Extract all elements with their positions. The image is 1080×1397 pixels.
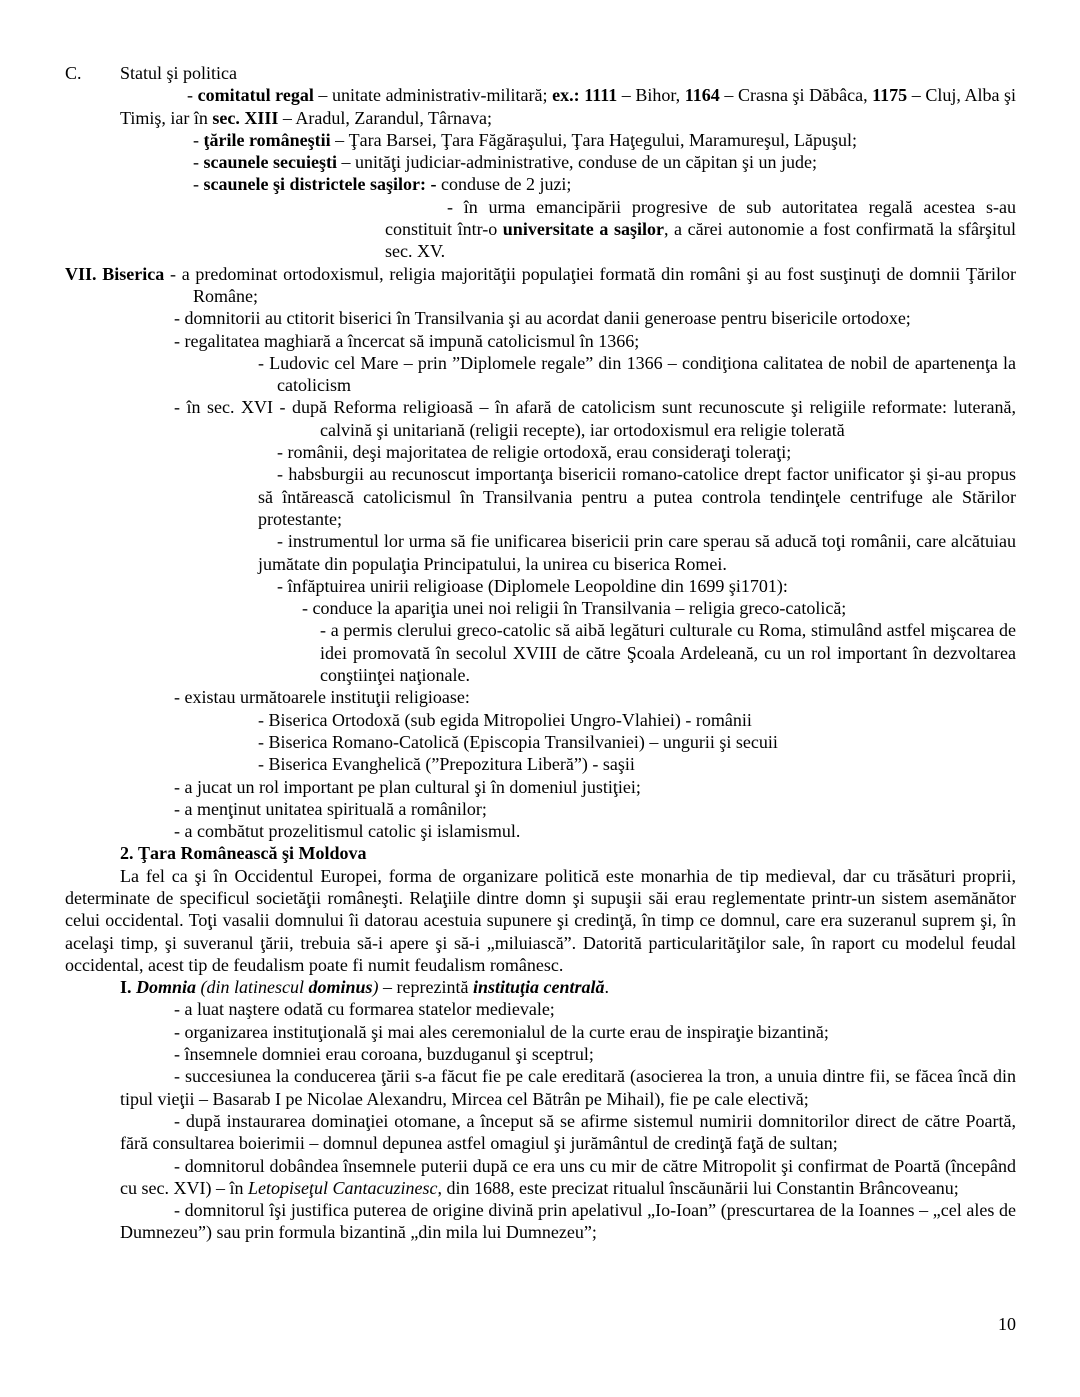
text-run: - în urma emancipării progresive de sub autoritatea regală acestea s-au constituit într-o [385, 196, 1016, 240]
text-run: conduse de 2 juzi; [436, 174, 572, 195]
item-regalitatea-maghiara [174, 330, 1016, 352]
text-run: - Ludovic cel Mare – prin ”Diplomele regale” din 1366 – condiţiona calitatea de nobil de apartenenţa la catolicism [258, 352, 1016, 396]
text-run: - organizarea instituţională şi mai ales ceremonialul de la curte erau de inspiraţie bizantină; [174, 1021, 829, 1042]
text-run: - a menţinut unitatea spirituală a românilor; [174, 798, 487, 819]
text-run: - însemnele domniei erau coroana, buzduganul şi sceptrul; [174, 1044, 594, 1065]
section-heading-tara-romaneasca-si-moldova [120, 842, 1016, 864]
text-run: - a combătut prozelitismul catolic şi islamismul. [174, 821, 521, 842]
item-insemnele-puterii [120, 1155, 1016, 1200]
item-biserica-evanghelica [258, 753, 1016, 775]
text-run: Statul şi politica [120, 63, 237, 83]
text-run: Letopiseţul Cantacuzinesc [247, 1177, 438, 1198]
item-habsburgii [258, 463, 1016, 530]
text-run: - a predominat ortodoxismul, religia majorităţii populaţiei formată din români şi au fost susţinuţi de domnii Ţărilor Române; [164, 263, 1016, 306]
item-institutii-religioase [174, 686, 1016, 708]
text-run: Domnia [136, 977, 201, 998]
item-organizarea-institutionala [174, 1021, 1016, 1043]
text-run: - regalitatea maghiară a încercat să impună catolicismul în 1366; [174, 330, 640, 351]
item-ludovic-cel-mare [258, 352, 1016, 397]
text-run: . [604, 977, 610, 998]
list-marker: C. [65, 63, 82, 83]
text-run: La fel ca şi în Occidentul Europei, forma de organizare politică este monarhia de tip medieval, dar cu trăsături proprii, determinate de specificul societăţii româneşti. Relaţiile dintre domn şi supuşii săi erau reglementate printr-un sistem asemănător celui occidental. Toţi vasalii domnului îi datorau acestuia supunere şi credinţă, în timp ce domnul, care era suzeranul suprem şi, în acelaşi timp, şi suveranul ţării, trebuia să-i apere şi să-i „miluiască”. Datorită particularităţilor sale, în raport cu modelul feudal occidental, acest tip de feudalism poate fi numit feudalism românesc. [65, 865, 1016, 975]
item-unitate-spirituala [174, 798, 1016, 820]
text-run: - după instaurarea dominaţiei otomane, a început să se afirme sistemul numirii domnitorilor direct de către Poartă, fără consultarea boierimii – domnul depunea astfel omagiul şi jurământul de credinţă faţă de sultan; [120, 1110, 1016, 1154]
text-run: - românii, deşi majoritatea de religie ortodoxă, erau consideraţi toleraţi; [277, 442, 792, 463]
text-run: - [187, 85, 198, 106]
text-run: - [193, 129, 204, 150]
item-comitatul-regal [120, 84, 1016, 129]
text-run: – unităţi judiciar-administrative, conduse de un căpitan şi un jude; [336, 152, 817, 173]
item-succesiunea [120, 1065, 1016, 1110]
item-biserica-ortodoxa [258, 709, 1016, 731]
text-run: scaunele şi districtele saşilor: - [203, 174, 437, 195]
text-run: , a cărei autonomie a fost confirmată la sfârşitul sec. XV. [385, 219, 1016, 262]
section-heading-statul-si-politica [65, 62, 1016, 84]
text-run: , din 1688, este precizat ritualul înscăunării lui Constantin Brâncoveanu; [437, 1177, 959, 1198]
item-romanii-tolerati [277, 441, 1016, 463]
text-run: - în sec. XVI - după Reforma religioasă – în afară de catolicism sunt recunoscute şi religiile reformate: luterană, calvină şi unitariană (religii recepte), iar ortodoxismul era religie tolerată [174, 397, 1016, 440]
item-religia-greco-catolica [302, 597, 1016, 619]
section-heading-domnia [120, 976, 1016, 998]
item-cler-greco-catolic [320, 619, 1016, 686]
text-run: - înfăptuirea unirii religioase (Diplomele Leopoldine din 1699 şi1701): [277, 575, 788, 596]
text-run: VII. Biserica [65, 263, 165, 284]
item-luat-nastere [174, 998, 1016, 1020]
text-run: ţările româneştii [203, 129, 331, 150]
item-rol-cultural [174, 776, 1016, 798]
item-dominatia-otomana [120, 1110, 1016, 1155]
text-run: ex.: [552, 85, 580, 106]
item-combatut-prozelitismul [174, 820, 1016, 842]
item-scaunele-secuiesti [193, 151, 1016, 173]
paragraph-feudalism-romanesc [65, 865, 1016, 976]
item-infaptuirea-unirii [277, 575, 1016, 597]
text-run: 1164 [684, 85, 720, 106]
text-run: scaunele secuieşti [203, 152, 337, 173]
text-run: 2. Ţara Românească şi Moldova [120, 843, 367, 864]
text-run: universitate a saşilor [502, 219, 664, 240]
text-run: - habsburgii au recunoscut importanţa bisericii romano-catolice drept factor unificator şi şi-au propus să întărească catolicismul în Transilvania pentru a putea controla tendinţele centrifuge ale Stărilor protestante; [258, 464, 1016, 529]
text-run: - [193, 152, 204, 173]
text-run: – Cluj, Alba şi Timiş, iar în [120, 85, 1017, 128]
page-number: 10 [998, 1313, 1016, 1334]
text-run: sec. XIII [212, 107, 279, 128]
item-reforma-religioasa [174, 396, 1016, 441]
text-run: - a permis clerului greco-catolic să aibă legături culturale cu Roma, stimulând astfel mişcarea de idei promovată în secolul XVIII de către Şcoala Ardeleană, cu un rol important în dezvoltarea conştiinţei naţionale. [320, 620, 1016, 686]
text-run: 1111 [584, 85, 618, 106]
text-run: – reprezintă [378, 977, 473, 998]
text-run: instituţia centrală [473, 977, 605, 998]
section-heading-biserica [65, 263, 1016, 308]
text-run: - conduce la apariţia unei noi religii în Transilvania – religia greco-catolică; [302, 598, 847, 619]
item-biserica-romano-catolica [258, 731, 1016, 753]
text-run: – Ţara Barsei, Ţara Făgăraşului, Ţara Haţegului, Maramureşul, Lăpuşul; [330, 129, 857, 150]
text-run: - a jucat un rol important pe plan cultural şi în domeniul justiţiei; [174, 776, 641, 797]
item-scaunele-si-districtele [193, 173, 1016, 195]
item-tarile-romanesti [193, 129, 1016, 151]
text-run: 1175 [872, 85, 908, 106]
text-run: – unitate administrativ-militară; [313, 85, 553, 106]
item-domnitorii-ctitorit [174, 307, 1016, 329]
text-run: – Crasna şi Dăbâca, [719, 85, 873, 106]
text-run: - instrumentul lor urma să fie unificarea bisericii prin care sperau să aducă toţi românii, care alcătuiau jumătate din populaţia Principatului, la unirea cu biserica Romei. [258, 531, 1016, 574]
text-run: dominus [308, 977, 373, 998]
text-run: ) [372, 977, 379, 998]
item-origine-divina [120, 1199, 1016, 1244]
item-insemnele-domniei [174, 1043, 1016, 1065]
text-run: - domnitorul dobândea însemnele puterii după ce era uns cu mir de către Mitropolit şi confirmat de Poartă (începând cu sec. XVI) – în [120, 1155, 1016, 1198]
text-run: (din latinescul [200, 977, 309, 998]
text-run: – Aradul, Zarandul, Târnava; [278, 107, 492, 128]
text-run: - domnitorii au ctitorit biserici în Transilvania şi au acordat danii generoase pentru bisericile ortodoxe; [174, 308, 911, 329]
item-universitate-sasilor [385, 196, 1016, 263]
text-run: - Biserica Evanghelică (”Prepozitura Liberă”) - saşii [258, 754, 635, 775]
item-instrumentul-unificarea [258, 530, 1016, 575]
text-run: - Biserica Romano-Catolică (Episcopia Transilvaniei) – ungurii şi secuii [258, 731, 778, 752]
text-run: - Biserica Ortodoxă (sub egida Mitropoliei Ungro-Vlahiei) - românii [258, 709, 752, 730]
text-run: – Bihor, [617, 85, 685, 106]
text-run: - succesiunea la conducerea ţării s-a făcut fie pe cale ereditară (asocierea la tron, a unuia dintre fii, se făcea încă din tipul vieţii – Basarab I pe Nicolae Alexandru, Mircea cel Bătrân pe Mihail), fie pe cale electivă; [120, 1066, 1016, 1109]
text-run: comitatul regal [197, 85, 314, 106]
text-run: - domnitorul îşi justifica puterea de origine divină prin apelativul „Io-Ioan” (prescurtarea de la Ioannes – „cel ales de Dumnezeu”) sau prin formula bizantină „din mila lui Dumnezeu”; [120, 1200, 1016, 1243]
document-body [65, 62, 1016, 1244]
text-run: - [193, 174, 204, 195]
text-run: - a luat naştere odată cu formarea statelor medievale; [174, 999, 555, 1020]
text-run: I. [120, 977, 137, 998]
text-run: - existau următoarele instituţii religioase: [174, 687, 470, 708]
